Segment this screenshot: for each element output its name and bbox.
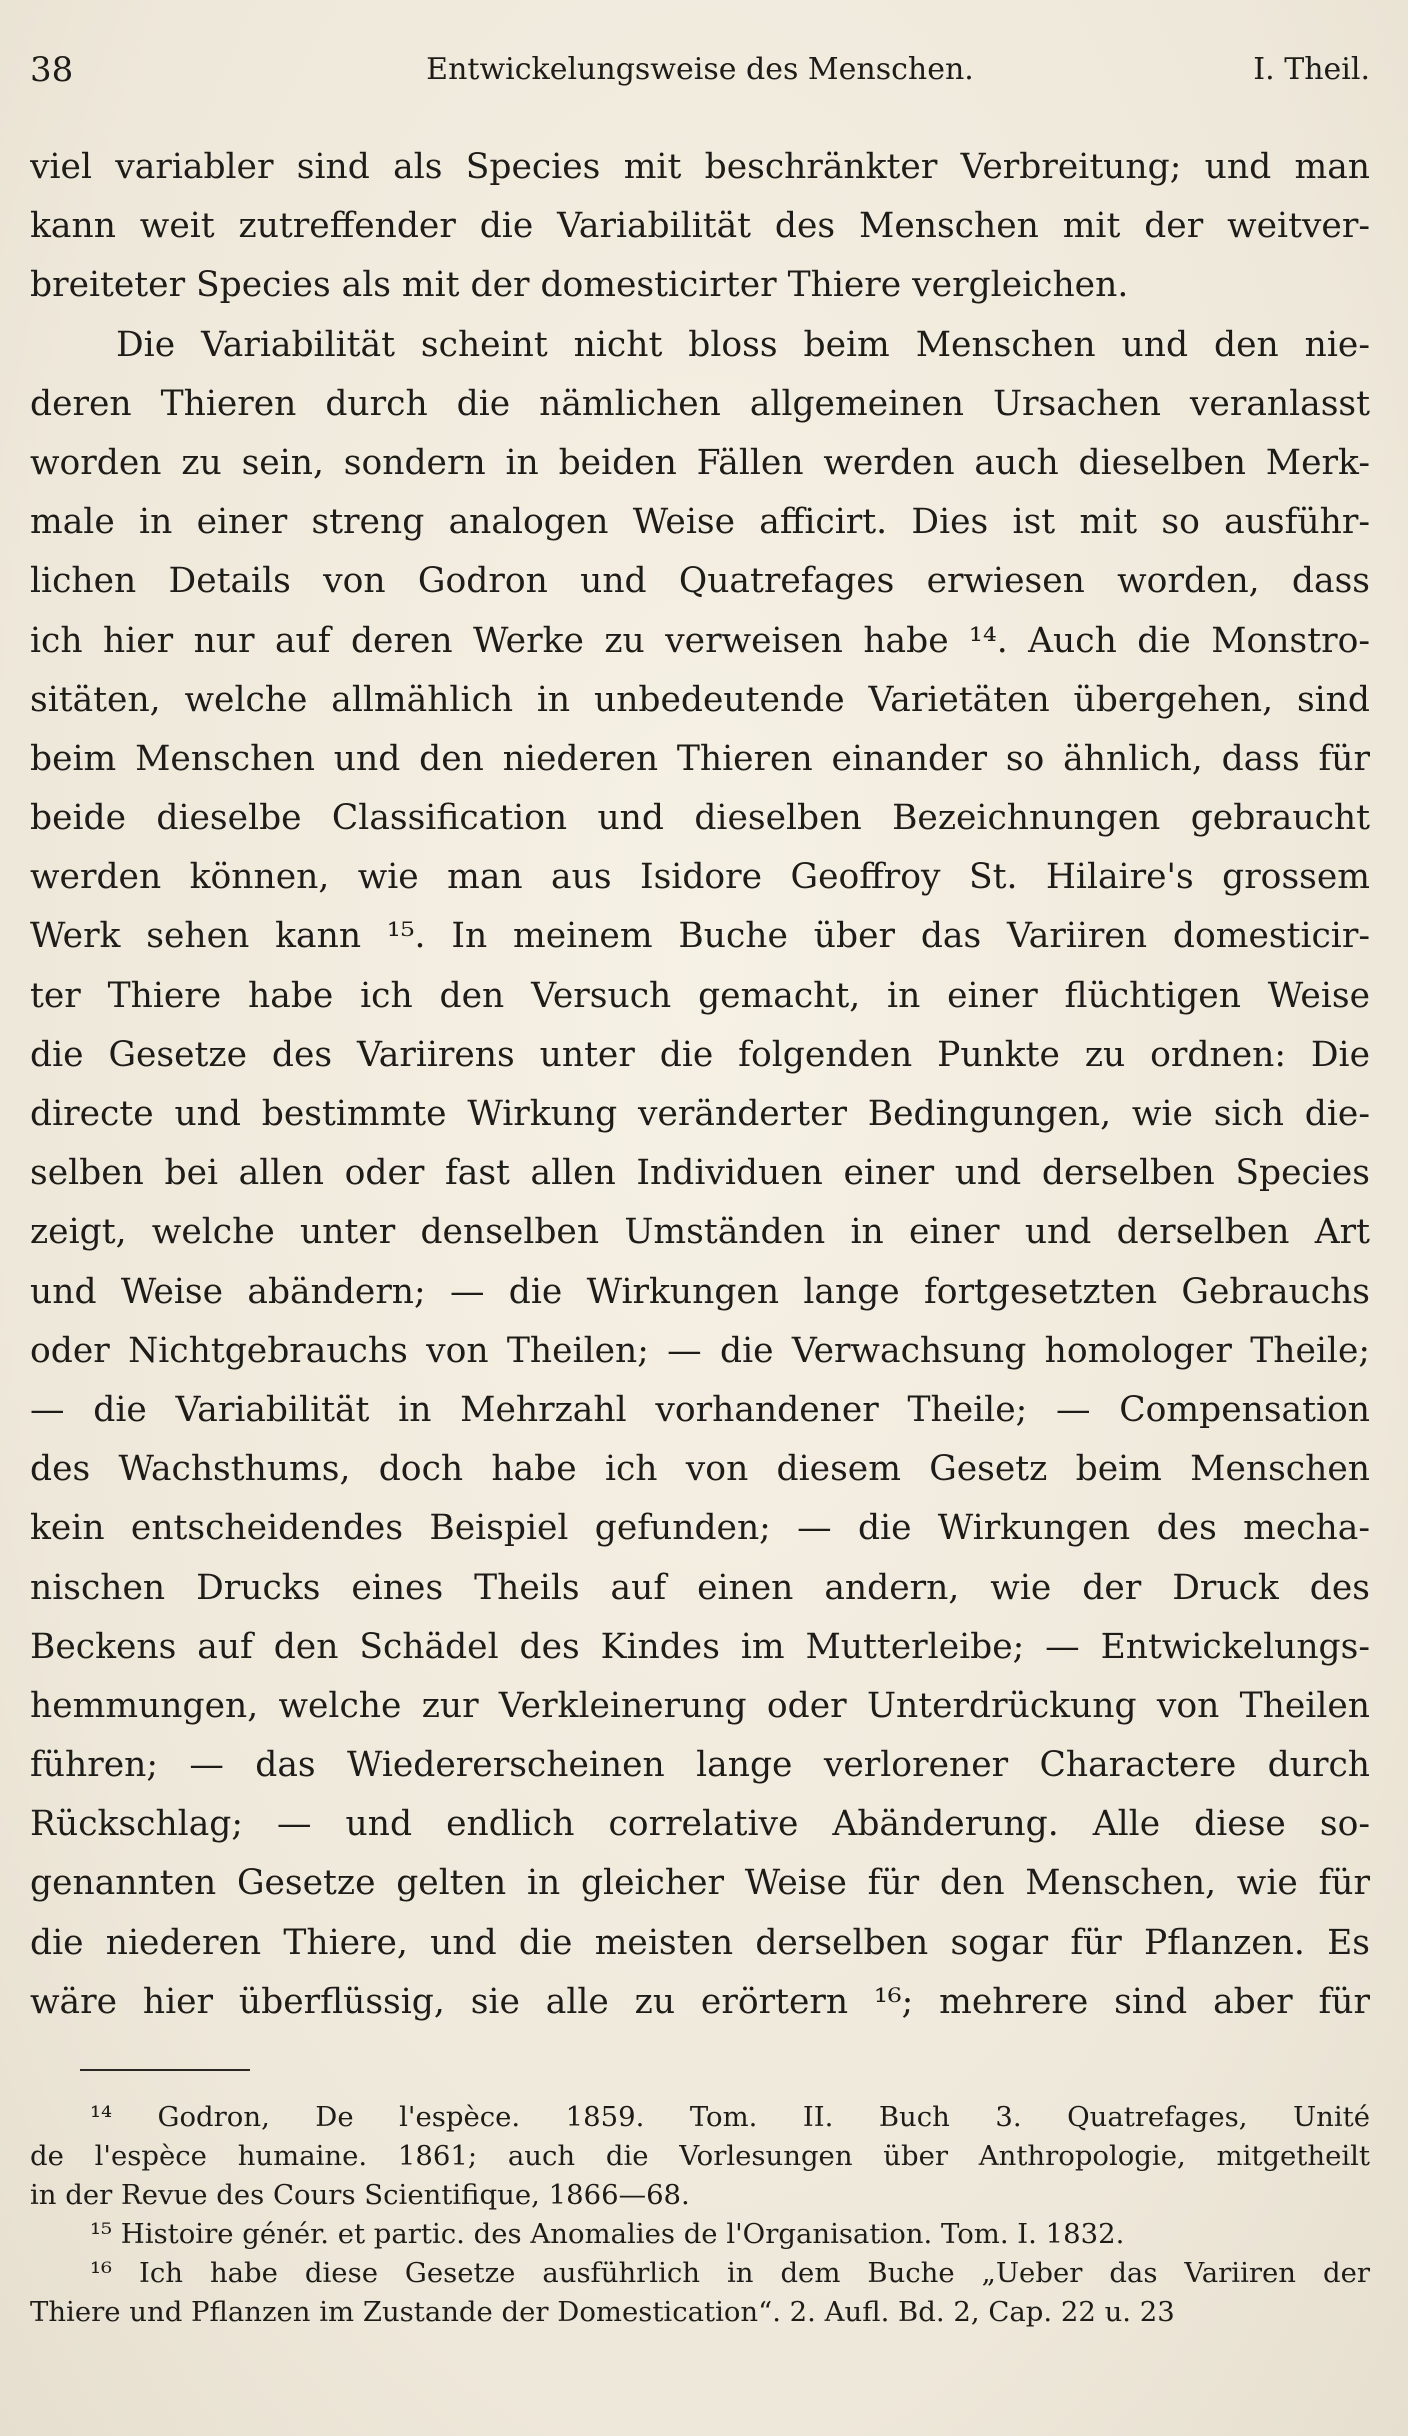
text-line: und Weise abändern; — die Wirkungen lange fortgesetzten Gebrauchs <box>30 1271 1370 1312</box>
text-line: nischen Drucks eines Theils auf einen andern, wie der Druck des <box>30 1567 1370 1608</box>
footnote-line: ¹⁶ Ich habe diese Gesetze ausführlich in dem Buche „Ueber das Variiren der <box>90 2257 1370 2289</box>
text-line: werden können, wie man aus Isidore Geoffroy St. Hilaire's grossem <box>30 857 1370 898</box>
text-line: male in einer streng analogen Weise afficirt. Dies ist mit so ausführ- <box>30 502 1370 543</box>
text-line: beim Menschen und den niederen Thieren einander so ähnlich, dass für <box>30 738 1370 779</box>
text-line: die niederen Thiere, und die meisten derselben sogar für Pflanzen. Es <box>30 1922 1370 1963</box>
text-line: Rückschlag; — und endlich correlative Abänderung. Alle diese so- <box>30 1804 1370 1845</box>
text-line: kein entscheidendes Beispiel gefunden; — die Wirkungen des mecha- <box>30 1508 1370 1549</box>
text-line: viel variabler sind als Species mit beschränkter Verbreitung; und man <box>30 147 1370 187</box>
part-label: I. Theil. <box>1253 52 1370 87</box>
text-line: des Wachsthums, doch habe ich von diesem Gesetz beim Menschen <box>30 1449 1370 1490</box>
text-line: ich hier nur auf deren Werke zu verweisen habe ¹⁴. Auch die Monstro- <box>30 620 1370 661</box>
page-number: 38 <box>30 50 74 90</box>
text-line: genannten Gesetze gelten in gleicher Weise für den Menschen, wie für <box>30 1863 1370 1904</box>
text-line: kann weit zutreffender die Variabilität des Menschen mit der weitver- <box>30 206 1370 247</box>
footnote-line: in der Revue des Cours Scientifique, 1866—68. <box>30 2179 690 2211</box>
text-line: die Gesetze des Variirens unter die folgenden Punkte zu ordnen: Die <box>30 1034 1370 1075</box>
body-text <box>30 138 1370 2032</box>
footnote-line: ¹⁵ Histoire génér. et partic. des Anomalies de l'Organisation. Tom. I. 1832. <box>90 2218 1125 2250</box>
text-line: Beckens auf den Schädel des Kindes im Mutterleibe; — Entwickelungs- <box>30 1626 1370 1667</box>
text-line: — die Variabilität in Mehrzahl vorhandener Theile; — Compensation <box>30 1389 1370 1430</box>
footnote-line: de l'espèce humaine. 1861; auch die Vorlesungen über Anthropologie, mitgetheilt <box>30 2140 1370 2172</box>
text-line: führen; — das Wiedererscheinen lange verlorener Charactere durch <box>30 1745 1370 1786</box>
text-line: hemmungen, welche zur Verkleinerung oder Unterdrückung von Theilen <box>30 1685 1370 1726</box>
running-title: Entwickelungsweise des Menschen. <box>426 52 974 87</box>
text-line: breiteter Species als mit der domesticirter Thiere vergleichen. <box>30 265 1129 306</box>
page-header <box>30 48 1370 92</box>
text-line: ter Thiere habe ich den Versuch gemacht, in einer flüchtigen Weise <box>30 975 1370 1016</box>
footnote-line: ¹⁴ Godron, De l'espèce. 1859. Tom. II. Buch 3. Quatrefages, Unité <box>90 2101 1370 2133</box>
footnote-separator <box>80 2069 250 2071</box>
text-line: wäre hier überflüssig, sie alle zu erörtern ¹⁶; mehrere sind aber für <box>30 1981 1370 2022</box>
footnote-line: Thiere und Pflanzen im Zustande der Domestication“. 2. Aufl. Bd. 2, Cap. 22 u. 23 <box>30 2296 1175 2328</box>
text-line: lichen Details von Godron und Quatrefages erwiesen worden, dass <box>30 561 1370 602</box>
footnotes <box>30 2098 1370 2332</box>
text-line: selben bei allen oder fast allen Individuen einer und derselben Species <box>30 1153 1370 1194</box>
text-line: deren Thieren durch die nämlichen allgemeinen Ursachen veranlasst <box>30 383 1370 424</box>
text-line: Die Variabilität scheint nicht bloss beim Menschen und den nie- <box>116 324 1370 365</box>
text-line: directe und bestimmte Wirkung veränderter Bedingungen, wie sich die- <box>30 1094 1370 1134</box>
text-line: beide dieselbe Classification und dieselben Bezeichnungen gebraucht <box>30 798 1370 839</box>
text-line: zeigt, welche unter denselben Umständen in einer und derselben Art <box>30 1212 1370 1253</box>
text-line: sitäten, welche allmählich in unbedeutende Varietäten übergehen, sind <box>30 679 1370 720</box>
text-line: Werk sehen kann ¹⁵. In meinem Buche über das Variiren domesticir- <box>30 916 1370 957</box>
text-line: oder Nichtgebrauchs von Theilen; — die Verwachsung homologer Theile; <box>30 1330 1370 1371</box>
text-line: worden zu sein, sondern in beiden Fällen werden auch dieselben Merk- <box>30 442 1370 483</box>
